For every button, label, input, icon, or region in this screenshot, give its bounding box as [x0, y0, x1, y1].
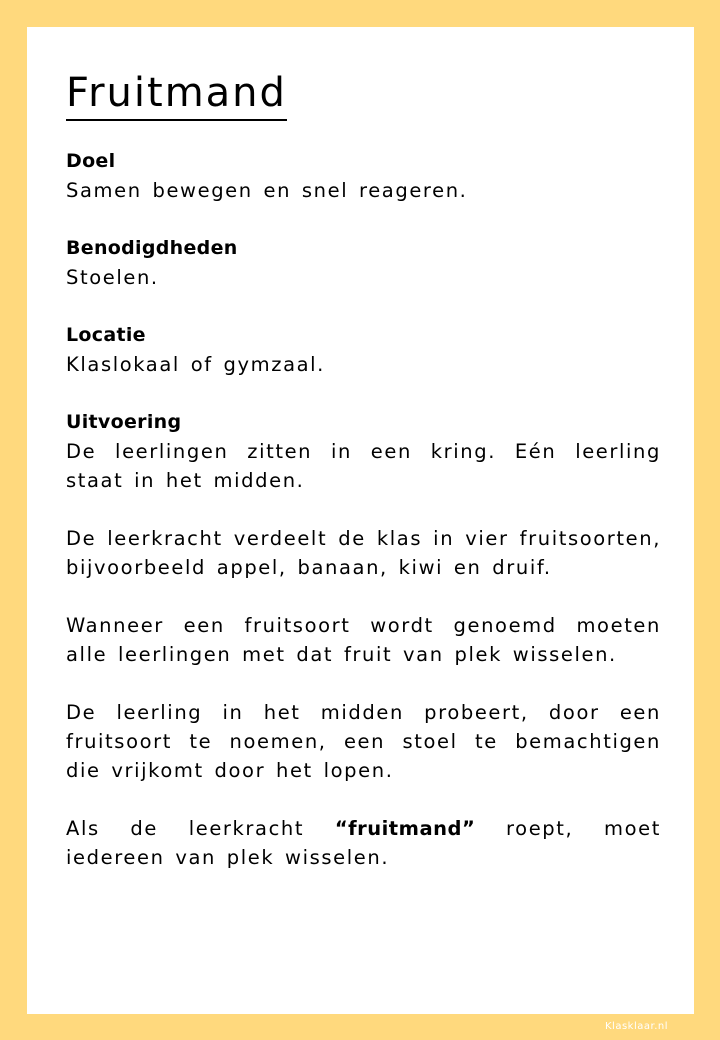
section-heading: Uitvoering [66, 411, 182, 433]
section-text: Klaslokaal of gymzaal. [66, 353, 325, 376]
card-content [66, 67, 661, 901]
section-benodigdheden [66, 234, 661, 292]
activity-card [27, 27, 694, 1014]
paragraph-fruitmand [66, 814, 661, 872]
emphasis-fruitmand: “fruitmand” [334, 817, 476, 840]
section-doel [66, 147, 661, 205]
section-heading: Locatie [66, 324, 146, 346]
paragraph: De leerling in het midden probeert, door een fruitsoort te noemen, een stoel te bemachtigen die vrijkomt door het lopen. [66, 701, 661, 782]
paragraph-text-after: roept, moet iedereen van plek wisselen. [66, 817, 661, 869]
paragraph: De leerlingen zitten in een kring. Eén leerling staat in het midden. [66, 440, 661, 492]
section-locatie [66, 321, 661, 379]
paragraph-text-before: Als de leerkracht [66, 817, 335, 840]
paragraph: Wanneer een fruitsoort wordt genoemd moeten alle leerlingen met dat fruit van plek wisselen. [66, 614, 661, 666]
footer-brand: Klasklaar.nl [605, 1021, 668, 1032]
section-heading: Benodigdheden [66, 237, 238, 259]
section-text: Stoelen. [66, 266, 159, 289]
paragraph: De leerkracht verdeelt de klas in vier fruitsoorten, bijvoorbeeld appel, banaan, kiwi en druif. [66, 527, 661, 579]
section-heading: Doel [66, 150, 116, 172]
page-title: Fruitmand [66, 67, 287, 121]
section-uitvoering [66, 408, 661, 872]
section-text: Samen bewegen en snel reageren. [66, 179, 468, 202]
